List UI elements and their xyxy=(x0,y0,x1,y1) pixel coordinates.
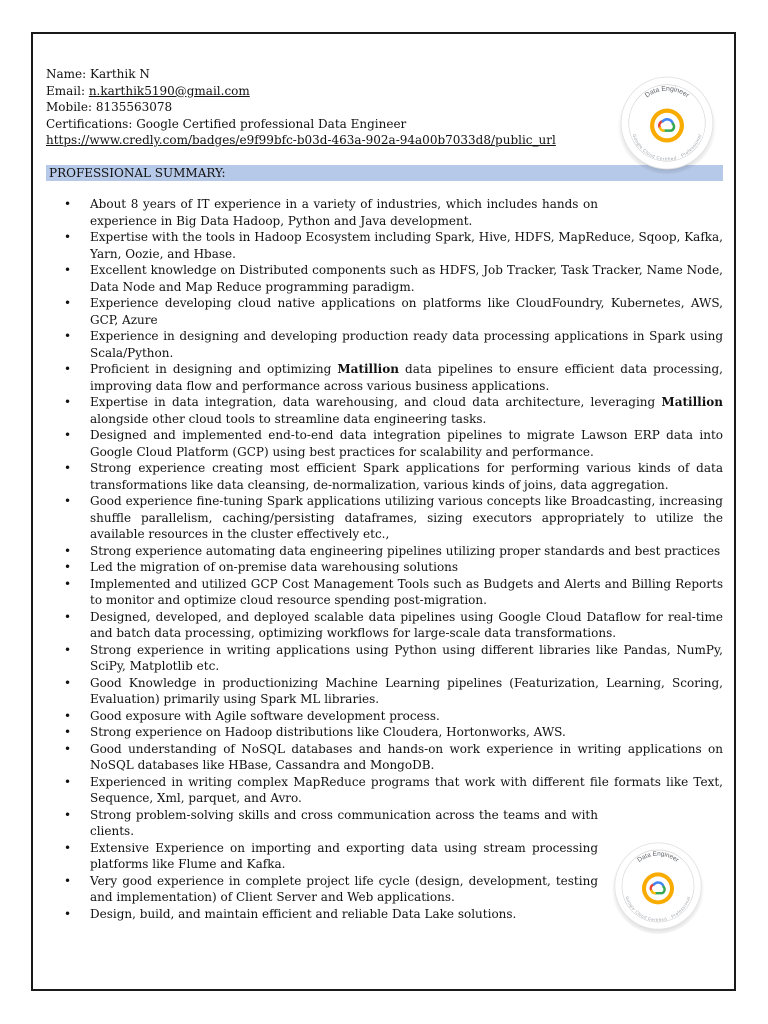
bullet-dot: • xyxy=(64,494,72,508)
certifications-line: Certifications: Google Certified professional Data Engineer xyxy=(46,116,407,131)
summary-bullet xyxy=(46,873,598,906)
bullet-dot: • xyxy=(64,642,72,657)
bullet-dot: • xyxy=(64,296,72,310)
bullet-dot: • xyxy=(64,197,72,211)
bullet-dot: • xyxy=(64,263,72,277)
svg-text:Data Engineer: Data Engineer xyxy=(636,850,680,864)
bullet-dot: • xyxy=(64,576,72,591)
summary-bullet xyxy=(46,229,723,262)
bullet-text: Excellent knowledge on Distributed components such as HDFS, Job Tracker, Task Tracker, Name Node, Data Node and Map Reduce programming paradigm. xyxy=(90,263,723,294)
bullet-text: Expertise with the tools in Hadoop Ecosystem including Spark, Hive, HDFS, MapReduce, Sqoop, Kafka, Yarn, Oozie, and Hbase. xyxy=(90,230,723,261)
bullet-text: Strong experience creating most efficient Spark applications for performing various kinds of data transformations like data cleansing, de-normalization, various kinds of joins, data aggregation. xyxy=(90,461,723,492)
svg-text:Google Cloud Certified · Profe: Google Cloud Certified · Professional xyxy=(624,895,692,923)
name-line: Name: Karthik N xyxy=(46,67,150,81)
data-engineer-certification-badge-bottom xyxy=(610,838,706,934)
summary-bullet xyxy=(46,394,723,427)
bullet-text: Good understanding of NoSQL databases and hands-on work experience in writing applications on NoSQL databases like HBase, Cassandra and MongoDB. xyxy=(90,741,723,772)
bullet-text: Experience in designing and developing production ready data processing applications in Spark using Scala/Python. xyxy=(90,329,723,360)
data-engineer-certification-badge xyxy=(616,72,718,174)
bullet-dot: • xyxy=(64,609,72,624)
summary-bullet xyxy=(46,460,723,493)
summary-bullet xyxy=(46,543,723,560)
summary-bullet xyxy=(46,361,723,394)
bullet-text: Designed, developed, and deployed scalable data pipelines using Google Cloud Dataflow for real-time and batch data processing, optimizing workflows for large-scale data transformations. xyxy=(90,609,723,640)
summary-bullet xyxy=(46,262,723,295)
bullet-text: Led the migration of on-premise data warehousing solutions xyxy=(90,560,459,574)
mobile-line: Mobile: 8135563078 xyxy=(46,100,173,114)
bullet-text: Proficient in designing and optimizing xyxy=(90,362,338,376)
bullet-dot: • xyxy=(64,461,72,475)
summary-bullet xyxy=(46,840,598,873)
bullet-text: Extensive Experience on importing and exporting data using stream processing platforms like Flume and Kafka. xyxy=(90,840,598,871)
credly-badge-link[interactable]: https://www.credly.com/badges/e9f99bfc-b03d-463a-902a-94a00b7033d8/public_url xyxy=(46,133,556,147)
summary-bullet xyxy=(46,724,723,741)
contact-header xyxy=(46,66,556,149)
summary-bullet xyxy=(46,609,723,642)
bullet-text: Designed and implemented end-to-end data integration pipelines to migrate Lawson ERP data into Google Cloud Platform (GCP) using best practices for scalability and performance. xyxy=(90,428,723,459)
google-cloud-icon xyxy=(616,72,718,174)
bullet-dot: • xyxy=(64,560,72,574)
google-cloud-icon xyxy=(610,838,706,934)
bullet-text: Strong problem-solving skills and cross communication across the teams and with clients. xyxy=(90,807,598,838)
bullet-text: Good exposure with Agile software development process. xyxy=(90,708,440,723)
bullet-dot: • xyxy=(64,840,72,855)
bullet-dot: • xyxy=(64,230,72,244)
bullet-text: About 8 years of IT experience in a variety of industries, which includes hands on experience in Big Data Hadoop, Python and Java development. xyxy=(90,197,598,228)
email-link[interactable]: n.karthik5190@gmail.com xyxy=(88,83,250,98)
bullet-dot: • xyxy=(64,906,72,921)
email-label: Email: xyxy=(46,83,89,98)
summary-bullet xyxy=(46,328,723,361)
bullet-text: Good Knowledge in productionizing Machine Learning pipelines (Featurization, Learning, Scoring, Evaluation) primarily using Spark ML libraries. xyxy=(90,675,723,706)
bullet-dot: • xyxy=(64,362,72,376)
summary-bullet xyxy=(46,196,598,229)
bullet-dot: • xyxy=(64,708,72,723)
summary-bullet xyxy=(46,642,723,675)
bullet-dot: • xyxy=(64,774,72,789)
summary-bullet xyxy=(46,559,723,576)
bullet-text: Very good experience in complete project life cycle (design, development, testing and implementation) of Client Server and Web applications. xyxy=(90,873,598,904)
bullet-text: Strong experience on Hadoop distributions like Cloudera, Hortonworks, AWS. xyxy=(90,725,566,739)
bullet-dot: • xyxy=(64,329,72,343)
bullet-text: Expertise in data integration, data warehousing, and cloud data architecture, leveraging xyxy=(90,395,662,409)
summary-bullet xyxy=(46,708,723,725)
bullet-dot: • xyxy=(64,428,72,442)
summary-bullet xyxy=(46,576,723,609)
bullet-dot: • xyxy=(64,543,72,558)
summary-bullet xyxy=(46,427,723,460)
bullet-dot: • xyxy=(64,675,72,690)
bullet-dot: • xyxy=(64,807,72,822)
svg-text:Data Engineer: Data Engineer xyxy=(643,85,691,100)
summary-bullet xyxy=(46,493,723,543)
bullet-text: Good experience fine-tuning Spark applications utilizing various concepts like Broadcasting, increasing shuffle parallelism, caching/persisting dataframes, sizing executors appropriately to utilize the available resources in the cluster effectively etc., xyxy=(90,494,723,541)
summary-bullet xyxy=(46,807,598,840)
bullet-text: Strong experience in writing applications using Python using different libraries like Pandas, NumPy, SciPy, Matplotlib etc. xyxy=(90,642,723,673)
bullet-dot: • xyxy=(64,873,72,888)
bullet-text: Experienced in writing complex MapReduce programs that work with different file formats like Text, Sequence, Xml, parquet, and Avro. xyxy=(90,774,723,805)
bullet-text: Strong experience automating data engineering pipelines utilizing proper standards and best practices xyxy=(90,543,721,558)
summary-bullet xyxy=(46,295,723,328)
summary-bullet xyxy=(46,741,723,774)
bullet-dot: • xyxy=(64,741,72,756)
summary-bullet xyxy=(46,774,723,807)
bullet-bold-text: Matillion xyxy=(337,362,399,376)
bullet-dot: • xyxy=(64,725,72,739)
professional-summary-heading: PROFESSIONAL SUMMARY: xyxy=(46,165,723,181)
bullet-text: alongside other cloud tools to streamline data engineering tasks. xyxy=(90,411,487,426)
bullet-dot: • xyxy=(64,395,72,409)
bullet-text: Implemented and utilized GCP Cost Management Tools such as Budgets and Alerts and Billing Reports to monitor and optimize cloud resource spending post-migration. xyxy=(90,576,723,607)
bullet-text: Experience developing cloud native applications on platforms like CloudFoundry, Kubernetes, AWS, GCP, Azure xyxy=(90,296,723,327)
email-line xyxy=(46,83,556,100)
bullet-bold-text: Matillion xyxy=(661,395,723,409)
svg-text:Google Cloud Certified · Profe: Google Cloud Certified · Professional xyxy=(631,133,703,162)
bullet-text: Design, build, and maintain efficient and reliable Data Lake solutions. xyxy=(90,906,517,921)
bullet-text: data pipelines to ensure efficient data processing, improving data flow and performance across various business applications. xyxy=(90,362,723,393)
summary-bullet-list xyxy=(46,196,723,922)
summary-bullet xyxy=(46,675,723,708)
